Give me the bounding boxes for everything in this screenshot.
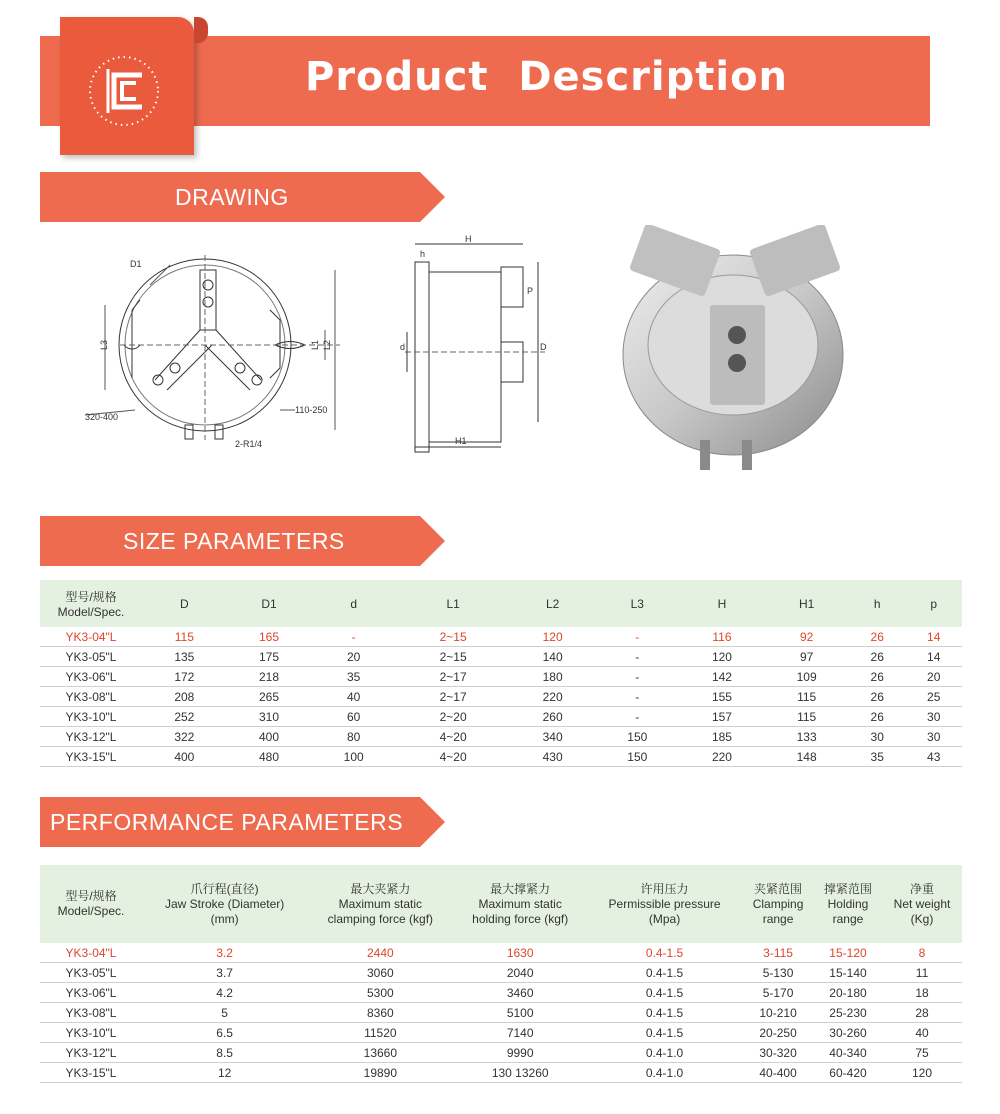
table-row <box>40 627 962 647</box>
table-row <box>40 943 962 963</box>
model-header-cn: 型号/规格 <box>65 889 117 903</box>
col-header: L1 <box>396 580 510 627</box>
label-H: H <box>465 234 472 244</box>
model-header-cn: 型号/规格 <box>65 590 117 604</box>
table-cell: 185 <box>680 727 765 747</box>
model-cell: YK3-08"L <box>40 687 142 707</box>
table-cell: 400 <box>227 727 312 747</box>
label-r14: 2-R1/4 <box>235 439 263 449</box>
section-tab-size <box>40 516 445 566</box>
table-cell: 30-260 <box>814 1023 882 1043</box>
section-tab-performance <box>40 797 445 847</box>
section-title-drawing: DRAWING <box>175 184 289 210</box>
table-cell: 60-420 <box>814 1063 882 1083</box>
col-header <box>307 865 453 943</box>
col-header <box>587 865 742 943</box>
table-row <box>40 1003 962 1023</box>
table-cell: 26 <box>849 687 905 707</box>
table-cell: 10-210 <box>742 1003 814 1023</box>
table-cell: 97 <box>764 647 849 667</box>
table-cell: 115 <box>764 687 849 707</box>
perf-table-header <box>40 865 962 943</box>
table-cell: - <box>595 667 680 687</box>
table-cell: 3460 <box>453 983 586 1003</box>
table-cell: 43 <box>905 747 962 767</box>
table-cell: 30 <box>905 727 962 747</box>
table-cell: 5-130 <box>742 963 814 983</box>
table-cell: 175 <box>227 647 312 667</box>
table-cell: 142 <box>680 667 765 687</box>
table-cell: 2~15 <box>396 627 510 647</box>
col-header: L2 <box>510 580 595 627</box>
col-header: D <box>142 580 227 627</box>
table-cell: 260 <box>510 707 595 727</box>
table-cell: 5 <box>142 1003 307 1023</box>
table-cell: 28 <box>882 1003 962 1023</box>
table-cell: 120 <box>510 627 595 647</box>
table-cell: 340 <box>510 727 595 747</box>
col-header <box>142 865 307 943</box>
table-cell: 14 <box>905 647 962 667</box>
table-cell: 2~20 <box>396 707 510 727</box>
col-header-line: 净重 <box>910 881 935 896</box>
col-header-line: clamping force (kgf) <box>327 911 434 926</box>
table-cell: 30 <box>849 727 905 747</box>
table-cell: 14 <box>905 627 962 647</box>
col-header: D1 <box>227 580 312 627</box>
table-cell: 130 13260 <box>453 1063 586 1083</box>
table-cell: 19890 <box>307 1063 453 1083</box>
table-cell: 5100 <box>453 1003 586 1023</box>
col-header-line: range <box>762 911 794 926</box>
col-header-line: holding force (kgf) <box>472 911 569 926</box>
table-cell: 30 <box>905 707 962 727</box>
table-row <box>40 983 962 1003</box>
col-header-line: 夹紧范围 <box>754 881 803 896</box>
col-header-line: Clamping <box>752 896 804 911</box>
col-header-line: Maximum static <box>478 896 562 911</box>
col-header-line: Jaw Stroke (Diameter) <box>164 896 285 911</box>
table-cell: 220 <box>510 687 595 707</box>
label-l2: L2 <box>322 339 332 350</box>
table-cell: 2440 <box>307 943 453 963</box>
col-header-line: (mm) <box>210 911 239 926</box>
size-table-header <box>40 580 962 627</box>
model-cell: YK3-10"L <box>40 707 142 727</box>
col-header: H1 <box>764 580 849 627</box>
label-320-400: 320-400 <box>85 412 119 422</box>
table-cell: 148 <box>764 747 849 767</box>
col-header: L3 <box>595 580 680 627</box>
model-header-en: Model/Spec. <box>57 904 125 918</box>
model-cell: YK3-12"L <box>40 727 142 747</box>
table-cell: 25-230 <box>814 1003 882 1023</box>
table-cell: 2040 <box>453 963 586 983</box>
front-view-drawing <box>80 250 345 460</box>
table-cell: 115 <box>142 627 227 647</box>
col-header-line: Net weight <box>893 896 951 911</box>
table-cell: 150 <box>595 727 680 747</box>
model-header <box>40 865 142 943</box>
table-cell: 165 <box>227 627 312 647</box>
table-cell: 265 <box>227 687 312 707</box>
table-cell: 60 <box>311 707 396 727</box>
side-view-drawing <box>395 232 555 462</box>
col-header-line: Permissible pressure <box>608 896 721 911</box>
col-header-line: Holding <box>827 896 869 911</box>
table-cell: 75 <box>882 1043 962 1063</box>
table-cell: 11 <box>882 963 962 983</box>
col-header: d <box>311 580 396 627</box>
table-cell: 135 <box>142 647 227 667</box>
table-cell: 100 <box>311 747 396 767</box>
table-row <box>40 667 962 687</box>
table-cell: 0.4-1.5 <box>587 943 742 963</box>
table-cell: 0.4-1.5 <box>587 963 742 983</box>
table-cell: - <box>595 647 680 667</box>
table-cell: 35 <box>849 747 905 767</box>
model-cell: YK3-15"L <box>40 1063 142 1083</box>
table-row <box>40 647 962 667</box>
model-header <box>40 580 142 627</box>
col-header <box>742 865 814 943</box>
table-cell: 8.5 <box>142 1043 307 1063</box>
label-l1: L1 <box>310 339 320 350</box>
model-cell: YK3-04"L <box>40 627 142 647</box>
chuck-product-photo <box>615 225 850 480</box>
label-h-small: h <box>420 249 426 259</box>
table-row <box>40 1063 962 1083</box>
table-cell: 172 <box>142 667 227 687</box>
col-header-line: Maximum static <box>338 896 423 911</box>
label-D: D <box>540 342 547 352</box>
model-cell: YK3-05"L <box>40 963 142 983</box>
table-cell: 310 <box>227 707 312 727</box>
col-header: p <box>905 580 962 627</box>
table-cell: - <box>595 707 680 727</box>
table-cell: 6.5 <box>142 1023 307 1043</box>
company-logo-icon <box>60 17 194 155</box>
table-cell: 109 <box>764 667 849 687</box>
col-header-line: (Mpa) <box>648 911 681 926</box>
logo-tab <box>60 17 194 155</box>
table-cell: 8 <box>882 943 962 963</box>
table-cell: 208 <box>142 687 227 707</box>
table-cell: 40-400 <box>742 1063 814 1083</box>
model-header-en: Model/Spec. <box>57 605 125 619</box>
table-cell: 133 <box>764 727 849 747</box>
table-cell: 9990 <box>453 1043 586 1063</box>
model-cell: YK3-06"L <box>40 983 142 1003</box>
col-header: H <box>680 580 765 627</box>
table-row <box>40 963 962 983</box>
table-cell: 220 <box>680 747 765 767</box>
table-cell: 26 <box>849 647 905 667</box>
table-cell: 180 <box>510 667 595 687</box>
table-cell: 80 <box>311 727 396 747</box>
table-cell: 4~20 <box>396 727 510 747</box>
table-cell: 116 <box>680 627 765 647</box>
label-d1: D1 <box>130 259 142 269</box>
table-cell: - <box>595 687 680 707</box>
table-cell: 157 <box>680 707 765 727</box>
table-cell: 140 <box>510 647 595 667</box>
table-row <box>40 707 962 727</box>
table-cell: 20-180 <box>814 983 882 1003</box>
table-cell: 20-250 <box>742 1023 814 1043</box>
label-P: P <box>527 286 534 296</box>
table-cell: 12 <box>142 1063 307 1083</box>
col-header-line: 最大撑紧力 <box>490 881 551 896</box>
table-cell: 15-120 <box>814 943 882 963</box>
model-cell: YK3-08"L <box>40 1003 142 1023</box>
table-cell: 40-340 <box>814 1043 882 1063</box>
table-cell: 480 <box>227 747 312 767</box>
table-cell: 0.4-1.5 <box>587 1003 742 1023</box>
table-cell: 120 <box>882 1063 962 1083</box>
table-cell: 26 <box>849 627 905 647</box>
table-row <box>40 727 962 747</box>
table-cell: 30-320 <box>742 1043 814 1063</box>
label-110-250: 110-250 <box>295 405 328 415</box>
page-title: Product Description <box>305 54 789 100</box>
table-cell: - <box>311 627 396 647</box>
table-cell: 3.7 <box>142 963 307 983</box>
label-l3: L3 <box>99 339 109 350</box>
table-cell: 150 <box>595 747 680 767</box>
table-cell: 40 <box>311 687 396 707</box>
section-title-performance: PERFORMANCE PARAMETERS <box>50 809 404 835</box>
table-cell: 0.4-1.5 <box>587 1023 742 1043</box>
table-row <box>40 747 962 767</box>
table-cell: 3-115 <box>742 943 814 963</box>
model-cell: YK3-05"L <box>40 647 142 667</box>
table-cell: 92 <box>764 627 849 647</box>
table-cell: 3060 <box>307 963 453 983</box>
table-cell: 400 <box>142 747 227 767</box>
model-cell: YK3-15"L <box>40 747 142 767</box>
table-cell: 0.4-1.0 <box>587 1043 742 1063</box>
label-H1: H1 <box>455 436 467 446</box>
table-row <box>40 687 962 707</box>
table-cell: 5300 <box>307 983 453 1003</box>
table-cell: 26 <box>849 707 905 727</box>
model-cell: YK3-06"L <box>40 667 142 687</box>
table-cell: 18 <box>882 983 962 1003</box>
table-cell: 35 <box>311 667 396 687</box>
col-header-line: (Kg) <box>910 911 934 926</box>
label-d: d <box>400 342 406 352</box>
table-cell: 2~17 <box>396 667 510 687</box>
table-cell: 20 <box>905 667 962 687</box>
model-cell: YK3-04"L <box>40 943 142 963</box>
model-cell: YK3-12"L <box>40 1043 142 1063</box>
col-header-line: range <box>832 911 864 926</box>
table-cell: 1630 <box>453 943 586 963</box>
table-row <box>40 1043 962 1063</box>
table-cell: 15-140 <box>814 963 882 983</box>
table-cell: 0.4-1.5 <box>587 983 742 1003</box>
col-header <box>453 865 586 943</box>
table-cell: 13660 <box>307 1043 453 1063</box>
table-row <box>40 1023 962 1043</box>
table-cell: 2~15 <box>396 647 510 667</box>
col-header: h <box>849 580 905 627</box>
table-cell: 218 <box>227 667 312 687</box>
col-header-line: 最大夹紧力 <box>350 881 411 896</box>
table-cell: 5-170 <box>742 983 814 1003</box>
col-header-line: 许用压力 <box>640 881 689 896</box>
table-cell: 115 <box>764 707 849 727</box>
table-cell: 2~17 <box>396 687 510 707</box>
table-cell: 252 <box>142 707 227 727</box>
table-cell: 7140 <box>453 1023 586 1043</box>
table-cell: 11520 <box>307 1023 453 1043</box>
performance-parameters-table <box>40 865 962 1083</box>
table-cell: 25 <box>905 687 962 707</box>
table-cell: 26 <box>849 667 905 687</box>
table-cell: - <box>595 627 680 647</box>
table-cell: 4~20 <box>396 747 510 767</box>
table-cell: 20 <box>311 647 396 667</box>
table-cell: 40 <box>882 1023 962 1043</box>
table-cell: 8360 <box>307 1003 453 1023</box>
model-cell: YK3-10"L <box>40 1023 142 1043</box>
col-header <box>882 865 962 943</box>
table-cell: 3.2 <box>142 943 307 963</box>
col-header-line: 撑紧范围 <box>823 881 872 896</box>
col-header-line: 爪行程(直径) <box>190 881 259 896</box>
table-cell: 120 <box>680 647 765 667</box>
table-cell: 4.2 <box>142 983 307 1003</box>
section-tab-drawing <box>40 172 445 222</box>
section-title-size: SIZE PARAMETERS <box>123 528 345 554</box>
table-cell: 430 <box>510 747 595 767</box>
table-cell: 0.4-1.0 <box>587 1063 742 1083</box>
table-cell: 322 <box>142 727 227 747</box>
size-parameters-table <box>40 580 962 767</box>
col-header <box>814 865 882 943</box>
table-cell: 155 <box>680 687 765 707</box>
